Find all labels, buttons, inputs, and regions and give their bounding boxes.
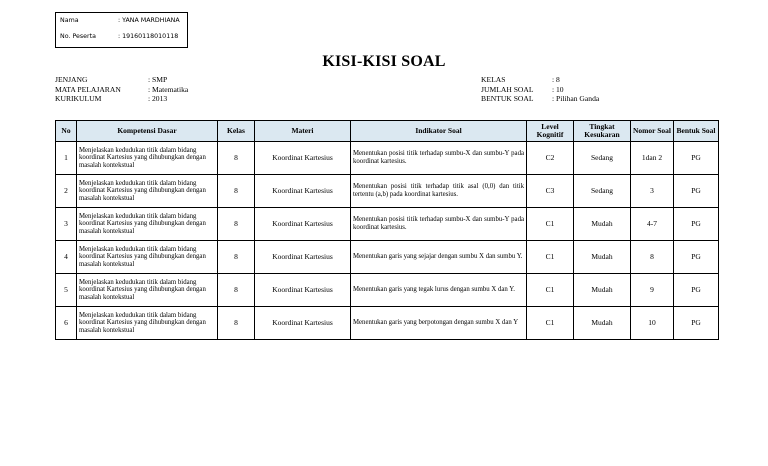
cell-materi: Koordinat Kartesius (255, 142, 351, 175)
cell-kompetensi-dasar: Menjelaskan kedudukan titik dalam bidang koordinat Kartesius yang dihubungkan dengan masalah kontekstual (77, 241, 218, 274)
cell-bentuk-soal: PG (674, 142, 719, 175)
meta-value: : 10 (552, 84, 564, 94)
cell-kelas: 8 (218, 241, 255, 274)
cell-no: 6 (56, 307, 77, 340)
cell-no: 2 (56, 175, 77, 208)
cell-nomor-soal: 3 (631, 175, 674, 208)
cell-materi: Koordinat Kartesius (255, 208, 351, 241)
cell-kompetensi-dasar: Menjelaskan kedudukan titik dalam bidang koordinat Kartesius yang dihubungkan dengan masalah kontekstual (77, 274, 218, 307)
header-level-kognitif: Level Kognitif (527, 121, 574, 142)
table-row (56, 142, 719, 175)
cell-bentuk-soal: PG (674, 208, 719, 241)
participant-number-value: : 19160118010118 (118, 33, 179, 40)
cell-kompetensi-dasar: Menjelaskan kedudukan titik dalam bidang koordinat Kartesius yang dihubungkan dengan masalah kontekstual (77, 307, 218, 340)
cell-kelas: 8 (218, 142, 255, 175)
meta-label: KELAS (481, 75, 506, 84)
cell-tingkat-kesukaran: Mudah (574, 307, 631, 340)
table-header-row (56, 121, 719, 142)
meta-left (55, 75, 188, 104)
cell-level-kognitif: C1 (527, 241, 574, 274)
cell-bentuk-soal: PG (674, 241, 719, 274)
cell-materi: Koordinat Kartesius (255, 307, 351, 340)
page-title: KISI-KISI SOAL (322, 53, 446, 70)
cell-indikator-soal: Menentukan posisi titik terhadap sumbu-X dan sumbu-Y pada koordinat kartesius. (351, 142, 527, 175)
cell-tingkat-kesukaran: Mudah (574, 208, 631, 241)
cell-level-kognitif: C3 (527, 175, 574, 208)
meta-value: : Pilihan Ganda (552, 94, 600, 104)
cell-materi: Koordinat Kartesius (255, 241, 351, 274)
cell-nomor-soal: 4-7 (631, 208, 674, 241)
header-no: No (56, 121, 77, 142)
table-row (56, 274, 719, 307)
table-row (56, 241, 719, 274)
participant-info-box (55, 12, 188, 48)
participant-number-row (60, 33, 178, 40)
meta-label: BENTUK SOAL (481, 94, 534, 104)
participant-name-value: : YANA MARDHIANA (118, 17, 180, 24)
meta-label: MATA PELAJARAN (55, 84, 121, 94)
cell-no: 3 (56, 208, 77, 241)
cell-kompetensi-dasar: Menjelaskan kedudukan titik dalam bidang koordinat Kartesius yang dihubungkan dengan masalah kontekstual (77, 142, 218, 175)
kisi-kisi-table (55, 120, 719, 340)
header-bentuk-soal: Bentuk Soal (674, 121, 719, 142)
participant-number-label: No. Peserta (60, 33, 96, 40)
meta-label: JENJANG (55, 75, 88, 84)
header-indikator-soal: Indikator Soal (351, 121, 527, 142)
header-kelas: Kelas (218, 121, 255, 142)
cell-kelas: 8 (218, 274, 255, 307)
meta-row (481, 85, 599, 95)
cell-bentuk-soal: PG (674, 274, 719, 307)
cell-level-kognitif: C2 (527, 142, 574, 175)
cell-level-kognitif: C1 (527, 274, 574, 307)
cell-no: 5 (56, 274, 77, 307)
cell-tingkat-kesukaran: Sedang (574, 142, 631, 175)
cell-materi: Koordinat Kartesius (255, 274, 351, 307)
header-nomor-soal: Nomor Soal (631, 121, 674, 142)
meta-row (55, 75, 188, 85)
header-tingkat-kesukaran: Tingkat Kesukaran (574, 121, 631, 142)
cell-bentuk-soal: PG (674, 175, 719, 208)
cell-tingkat-kesukaran: Mudah (574, 274, 631, 307)
cell-nomor-soal: 9 (631, 274, 674, 307)
cell-indikator-soal: Menentukan garis yang tegak lurus dengan sumbu X dan Y. (351, 274, 527, 307)
cell-tingkat-kesukaran: Mudah (574, 241, 631, 274)
cell-kompetensi-dasar: Menjelaskan kedudukan titik dalam bidang koordinat Kartesius yang dihubungkan dengan masalah kontekstual (77, 175, 218, 208)
meta-label: KURIKULUM (55, 94, 102, 104)
cell-materi: Koordinat Kartesius (255, 175, 351, 208)
cell-bentuk-soal: PG (674, 307, 719, 340)
meta-row (481, 75, 599, 85)
cell-nomor-soal: 8 (631, 241, 674, 274)
meta-label: JUMLAH SOAL (481, 84, 534, 94)
cell-nomor-soal: 1dan 2 (631, 142, 674, 175)
cell-kelas: 8 (218, 175, 255, 208)
cell-indikator-soal: Menentukan garis yang berpotongan dengan sumbu X dan Y (351, 307, 527, 340)
header-materi: Materi (255, 121, 351, 142)
participant-name-label: Nama (60, 17, 79, 24)
cell-kompetensi-dasar: Menjelaskan kedudukan titik dalam bidang koordinat Kartesius yang dihubungkan dengan masalah kontekstual (77, 208, 218, 241)
meta-row (55, 85, 188, 95)
meta-row (481, 94, 599, 104)
participant-name-row (60, 17, 180, 24)
cell-level-kognitif: C1 (527, 208, 574, 241)
meta-row (55, 94, 188, 104)
meta-value: : SMP (148, 75, 168, 84)
header-kompetensi-dasar: Kompetensi Dasar (77, 121, 218, 142)
cell-indikator-soal: Menentukan posisi titik terhadap titik asal (0,0) dan titik tertentu (a,b) pada koordinat kartesius. (351, 175, 527, 208)
cell-level-kognitif: C1 (527, 307, 574, 340)
table-row (56, 307, 719, 340)
meta-value: : Matematika (148, 84, 189, 94)
cell-indikator-soal: Menentukan posisi titik terhadap sumbu-X dan sumbu-Y pada koordinat kartesius. (351, 208, 527, 241)
meta-value: : 2013 (148, 94, 168, 104)
cell-no: 1 (56, 142, 77, 175)
cell-no: 4 (56, 241, 77, 274)
cell-indikator-soal: Menentukan garis yang sejajar dengan sumbu X dan sumbu Y. (351, 241, 527, 274)
table-row (56, 175, 719, 208)
meta-right (481, 75, 599, 104)
cell-nomor-soal: 10 (631, 307, 674, 340)
table-row (56, 208, 719, 241)
cell-kelas: 8 (218, 307, 255, 340)
cell-kelas: 8 (218, 208, 255, 241)
meta-value: : 8 (552, 75, 560, 84)
cell-tingkat-kesukaran: Sedang (574, 175, 631, 208)
